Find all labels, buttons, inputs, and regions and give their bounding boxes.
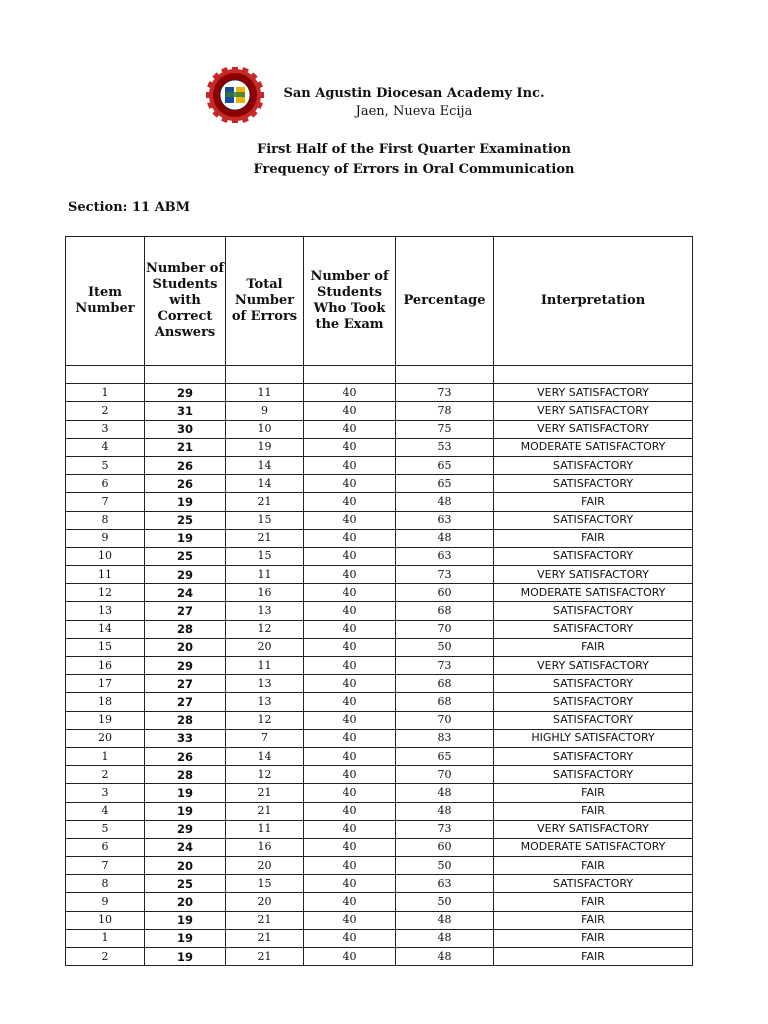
cell-correct-answers: 19 <box>145 784 226 802</box>
cell-total-errors: 21 <box>226 493 304 511</box>
header-interpretation: Interpretation <box>494 237 693 366</box>
cell-total-errors: 10 <box>226 420 304 438</box>
cell-students-took: 40 <box>304 929 396 947</box>
cell-interpretation: SATISFACTORY <box>494 620 693 638</box>
cell-total-errors: 16 <box>226 584 304 602</box>
header-correct-answers: Number of Students with Correct Answers <box>145 237 226 366</box>
cell-total-errors: 21 <box>226 529 304 547</box>
cell-percentage: 50 <box>396 893 494 911</box>
cell-interpretation: SATISFACTORY <box>494 693 693 711</box>
cell-item-number: 4 <box>66 438 145 456</box>
cell-students-took: 40 <box>304 711 396 729</box>
cell-correct-answers: 29 <box>145 384 226 402</box>
cell-item-number: 2 <box>66 766 145 784</box>
cell-correct-answers: 31 <box>145 402 226 420</box>
cell-item-number: 9 <box>66 893 145 911</box>
cell-total-errors: 21 <box>226 802 304 820</box>
table-row <box>66 402 693 420</box>
cell-interpretation: VERY SATISFACTORY <box>494 402 693 420</box>
cell-total-errors: 20 <box>226 857 304 875</box>
cell-item-number: 2 <box>66 402 145 420</box>
cell-interpretation: FAIR <box>494 784 693 802</box>
table-row <box>66 747 693 765</box>
table-row <box>66 657 693 675</box>
table-row <box>66 729 693 747</box>
spacer-cell <box>494 366 693 384</box>
cell-interpretation: FAIR <box>494 529 693 547</box>
table-row <box>66 420 693 438</box>
cell-total-errors: 20 <box>226 893 304 911</box>
table-row <box>66 620 693 638</box>
cell-percentage: 73 <box>396 657 494 675</box>
cell-correct-answers: 19 <box>145 929 226 947</box>
cell-item-number: 5 <box>66 820 145 838</box>
cell-percentage: 60 <box>396 584 494 602</box>
cell-item-number: 7 <box>66 857 145 875</box>
cell-interpretation: FAIR <box>494 929 693 947</box>
cell-correct-answers: 19 <box>145 802 226 820</box>
cell-item-number: 6 <box>66 838 145 856</box>
cell-students-took: 40 <box>304 438 396 456</box>
cell-percentage: 50 <box>396 857 494 875</box>
cell-students-took: 40 <box>304 511 396 529</box>
cell-item-number: 16 <box>66 657 145 675</box>
cell-interpretation: SATISFACTORY <box>494 747 693 765</box>
school-address: Jaen, Nueva Ecija <box>355 104 473 119</box>
table-row <box>66 438 693 456</box>
cell-total-errors: 20 <box>226 638 304 656</box>
cell-students-took: 40 <box>304 766 396 784</box>
cell-students-took: 40 <box>304 584 396 602</box>
cell-percentage: 65 <box>396 747 494 765</box>
report-subtitle: Frequency of Errors in Oral Communication <box>253 162 575 177</box>
school-name: San Agustin Diocesan Academy Inc. <box>283 86 545 101</box>
cell-interpretation: FAIR <box>494 638 693 656</box>
cell-students-took: 40 <box>304 729 396 747</box>
cell-total-errors: 13 <box>226 693 304 711</box>
cell-students-took: 40 <box>304 384 396 402</box>
cell-item-number: 17 <box>66 675 145 693</box>
cell-correct-answers: 29 <box>145 820 226 838</box>
table-row <box>66 784 693 802</box>
cell-students-took: 40 <box>304 620 396 638</box>
cell-correct-answers: 20 <box>145 638 226 656</box>
cell-item-number: 10 <box>66 547 145 565</box>
cell-percentage: 75 <box>396 420 494 438</box>
table-row <box>66 475 693 493</box>
cell-interpretation: SATISFACTORY <box>494 511 693 529</box>
table-row <box>66 929 693 947</box>
cell-percentage: 50 <box>396 638 494 656</box>
cell-percentage: 48 <box>396 529 494 547</box>
cell-students-took: 40 <box>304 857 396 875</box>
table-row <box>66 602 693 620</box>
cell-students-took: 40 <box>304 820 396 838</box>
cell-students-took: 40 <box>304 693 396 711</box>
cell-students-took: 40 <box>304 875 396 893</box>
cell-interpretation: SATISFACTORY <box>494 675 693 693</box>
cell-percentage: 63 <box>396 511 494 529</box>
cell-interpretation: VERY SATISFACTORY <box>494 420 693 438</box>
cell-correct-answers: 19 <box>145 948 226 966</box>
table-body <box>66 366 693 966</box>
table-row <box>66 456 693 474</box>
cell-correct-answers: 20 <box>145 857 226 875</box>
cell-total-errors: 7 <box>226 729 304 747</box>
cell-students-took: 40 <box>304 784 396 802</box>
cell-interpretation: FAIR <box>494 802 693 820</box>
cell-interpretation: VERY SATISFACTORY <box>494 384 693 402</box>
cell-correct-answers: 19 <box>145 529 226 547</box>
cell-students-took: 40 <box>304 747 396 765</box>
table-row <box>66 766 693 784</box>
cell-item-number: 14 <box>66 620 145 638</box>
spacer-cell <box>226 366 304 384</box>
error-frequency-table <box>65 236 693 966</box>
cell-students-took: 40 <box>304 420 396 438</box>
cell-percentage: 48 <box>396 493 494 511</box>
cell-correct-answers: 29 <box>145 566 226 584</box>
cell-correct-answers: 28 <box>145 620 226 638</box>
cell-percentage: 70 <box>396 711 494 729</box>
cell-correct-answers: 26 <box>145 747 226 765</box>
table-row <box>66 693 693 711</box>
cell-interpretation: HIGHLY SATISFACTORY <box>494 729 693 747</box>
cell-total-errors: 21 <box>226 911 304 929</box>
cell-percentage: 63 <box>396 547 494 565</box>
table-row <box>66 584 693 602</box>
spacer-cell <box>304 366 396 384</box>
cell-item-number: 3 <box>66 420 145 438</box>
cell-item-number: 18 <box>66 693 145 711</box>
cell-item-number: 5 <box>66 456 145 474</box>
cell-students-took: 40 <box>304 838 396 856</box>
cell-interpretation: VERY SATISFACTORY <box>494 657 693 675</box>
cell-total-errors: 21 <box>226 929 304 947</box>
cell-interpretation: FAIR <box>494 948 693 966</box>
cell-interpretation: FAIR <box>494 493 693 511</box>
table-row <box>66 820 693 838</box>
cell-percentage: 53 <box>396 438 494 456</box>
table-row <box>66 529 693 547</box>
cell-students-took: 40 <box>304 948 396 966</box>
cell-correct-answers: 25 <box>145 511 226 529</box>
cell-total-errors: 11 <box>226 566 304 584</box>
cell-correct-answers: 26 <box>145 456 226 474</box>
cell-percentage: 60 <box>396 838 494 856</box>
cell-interpretation: SATISFACTORY <box>494 602 693 620</box>
header-item-number: Item Number <box>66 237 145 366</box>
table-row <box>66 547 693 565</box>
cell-percentage: 73 <box>396 384 494 402</box>
cell-total-errors: 12 <box>226 711 304 729</box>
cell-interpretation: SATISFACTORY <box>494 456 693 474</box>
cell-total-errors: 12 <box>226 766 304 784</box>
table-row <box>66 802 693 820</box>
cell-students-took: 40 <box>304 911 396 929</box>
cell-interpretation: SATISFACTORY <box>494 875 693 893</box>
cell-percentage: 65 <box>396 475 494 493</box>
spacer-cell <box>145 366 226 384</box>
cell-interpretation: MODERATE SATISFACTORY <box>494 838 693 856</box>
cell-item-number: 9 <box>66 529 145 547</box>
cell-percentage: 73 <box>396 566 494 584</box>
cell-students-took: 40 <box>304 602 396 620</box>
cell-item-number: 11 <box>66 566 145 584</box>
cell-total-errors: 9 <box>226 402 304 420</box>
cell-correct-answers: 28 <box>145 766 226 784</box>
table-row <box>66 566 693 584</box>
cell-percentage: 48 <box>396 802 494 820</box>
table-row <box>66 911 693 929</box>
cell-total-errors: 19 <box>226 438 304 456</box>
header-total-errors: Total Number of Errors <box>226 237 304 366</box>
cell-percentage: 70 <box>396 620 494 638</box>
cell-total-errors: 21 <box>226 784 304 802</box>
table-row <box>66 493 693 511</box>
cell-students-took: 40 <box>304 547 396 565</box>
cell-total-errors: 11 <box>226 657 304 675</box>
table-header-row <box>66 237 693 366</box>
exam-title: First Half of the First Quarter Examination <box>257 142 571 157</box>
table-spacer-row <box>66 366 693 384</box>
cell-item-number: 19 <box>66 711 145 729</box>
cell-item-number: 20 <box>66 729 145 747</box>
cell-percentage: 48 <box>396 784 494 802</box>
cell-students-took: 40 <box>304 402 396 420</box>
table-row <box>66 948 693 966</box>
cell-students-took: 40 <box>304 638 396 656</box>
cell-total-errors: 11 <box>226 384 304 402</box>
cell-percentage: 68 <box>396 693 494 711</box>
cell-item-number: 1 <box>66 747 145 765</box>
cell-correct-answers: 20 <box>145 893 226 911</box>
cell-item-number: 12 <box>66 584 145 602</box>
cell-item-number: 7 <box>66 493 145 511</box>
section-label: Section: 11 ABM <box>68 200 191 215</box>
table-row <box>66 638 693 656</box>
cell-total-errors: 14 <box>226 747 304 765</box>
table-row <box>66 893 693 911</box>
cell-percentage: 73 <box>396 820 494 838</box>
cell-total-errors: 21 <box>226 948 304 966</box>
cell-interpretation: SATISFACTORY <box>494 711 693 729</box>
cell-interpretation: FAIR <box>494 857 693 875</box>
cell-correct-answers: 19 <box>145 911 226 929</box>
cell-correct-answers: 24 <box>145 838 226 856</box>
cell-students-took: 40 <box>304 475 396 493</box>
cell-item-number: 3 <box>66 784 145 802</box>
cell-correct-answers: 27 <box>145 675 226 693</box>
cell-interpretation: FAIR <box>494 911 693 929</box>
cell-item-number: 15 <box>66 638 145 656</box>
cell-correct-answers: 30 <box>145 420 226 438</box>
cell-total-errors: 16 <box>226 838 304 856</box>
cell-interpretation: VERY SATISFACTORY <box>494 566 693 584</box>
cell-interpretation: SATISFACTORY <box>494 475 693 493</box>
cell-total-errors: 12 <box>226 620 304 638</box>
cell-interpretation: SATISFACTORY <box>494 547 693 565</box>
cell-students-took: 40 <box>304 657 396 675</box>
cell-item-number: 8 <box>66 511 145 529</box>
cell-item-number: 13 <box>66 602 145 620</box>
cell-students-took: 40 <box>304 675 396 693</box>
cell-item-number: 2 <box>66 948 145 966</box>
cell-percentage: 68 <box>396 602 494 620</box>
cell-total-errors: 15 <box>226 875 304 893</box>
cell-correct-answers: 33 <box>145 729 226 747</box>
cell-students-took: 40 <box>304 893 396 911</box>
cell-total-errors: 14 <box>226 475 304 493</box>
cell-item-number: 4 <box>66 802 145 820</box>
table-row <box>66 838 693 856</box>
spacer-cell <box>396 366 494 384</box>
header-percentage: Percentage <box>396 237 494 366</box>
cell-percentage: 68 <box>396 675 494 693</box>
cell-correct-answers: 29 <box>145 657 226 675</box>
cell-students-took: 40 <box>304 456 396 474</box>
cell-correct-answers: 25 <box>145 547 226 565</box>
table-row <box>66 384 693 402</box>
cell-percentage: 48 <box>396 911 494 929</box>
cell-interpretation: FAIR <box>494 893 693 911</box>
cell-students-took: 40 <box>304 802 396 820</box>
cell-percentage: 48 <box>396 948 494 966</box>
cell-item-number: 6 <box>66 475 145 493</box>
cell-percentage: 65 <box>396 456 494 474</box>
cell-correct-answers: 21 <box>145 438 226 456</box>
table-row <box>66 711 693 729</box>
cell-item-number: 1 <box>66 384 145 402</box>
cell-total-errors: 13 <box>226 675 304 693</box>
cell-correct-answers: 25 <box>145 875 226 893</box>
cell-interpretation: VERY SATISFACTORY <box>494 820 693 838</box>
cell-correct-answers: 19 <box>145 493 226 511</box>
cell-item-number: 8 <box>66 875 145 893</box>
cell-percentage: 63 <box>396 875 494 893</box>
table-row <box>66 857 693 875</box>
cell-item-number: 1 <box>66 929 145 947</box>
cell-total-errors: 13 <box>226 602 304 620</box>
cell-students-took: 40 <box>304 529 396 547</box>
cell-percentage: 48 <box>396 929 494 947</box>
cell-correct-answers: 24 <box>145 584 226 602</box>
cell-students-took: 40 <box>304 493 396 511</box>
cell-percentage: 70 <box>396 766 494 784</box>
table-row <box>66 875 693 893</box>
cell-interpretation: MODERATE SATISFACTORY <box>494 584 693 602</box>
cell-total-errors: 14 <box>226 456 304 474</box>
cell-correct-answers: 28 <box>145 711 226 729</box>
cell-percentage: 78 <box>396 402 494 420</box>
table-row <box>66 511 693 529</box>
cell-item-number: 10 <box>66 911 145 929</box>
cell-correct-answers: 27 <box>145 602 226 620</box>
cell-interpretation: SATISFACTORY <box>494 766 693 784</box>
table-row <box>66 675 693 693</box>
cell-total-errors: 11 <box>226 820 304 838</box>
cell-total-errors: 15 <box>226 511 304 529</box>
spacer-cell <box>66 366 145 384</box>
cell-students-took: 40 <box>304 566 396 584</box>
cell-percentage: 83 <box>396 729 494 747</box>
cell-correct-answers: 26 <box>145 475 226 493</box>
cell-total-errors: 15 <box>226 547 304 565</box>
cell-correct-answers: 27 <box>145 693 226 711</box>
cell-interpretation: MODERATE SATISFACTORY <box>494 438 693 456</box>
header-students-took-exam: Number of Students Who Took the Exam <box>304 237 396 366</box>
